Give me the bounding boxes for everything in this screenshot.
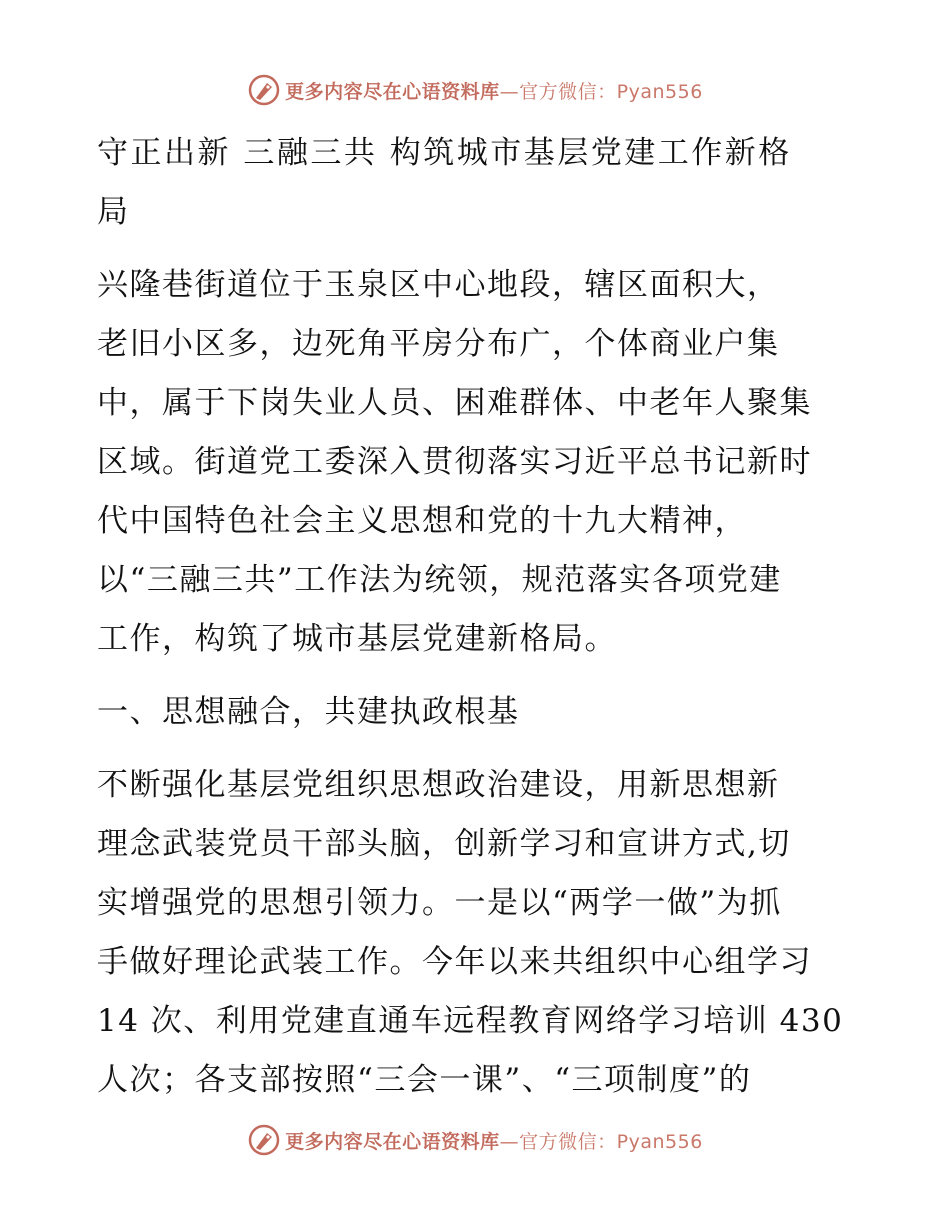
paragraph-line: 人次；各支部按照“三会一课”、“三项制度”的 xyxy=(97,1062,752,1098)
document-body xyxy=(97,124,853,1110)
title-line: 局 xyxy=(97,194,131,230)
paragraph-line: 代中国特色社会主义思想和党的十九大精神， xyxy=(97,503,747,539)
intro-paragraph xyxy=(97,256,853,669)
paragraph-line: 以“三融三共”工作法为统领，规范落实各项党建 xyxy=(97,562,782,598)
footer-banner xyxy=(0,1122,950,1158)
paragraph-line: 手做好理论武装工作。今年以来共组织中心组学习 xyxy=(97,944,812,980)
paragraph-line: 老旧小区多，边死角平房分布广，个体商业户集 xyxy=(97,326,780,362)
header-banner xyxy=(0,72,950,108)
title-line: 守正出新 三融三共 构筑城市基层党建工作新格 xyxy=(97,135,792,171)
section-heading: 一、思想融合，共建执政根基 xyxy=(97,694,520,730)
banner-text xyxy=(285,1127,703,1154)
document-title xyxy=(97,124,853,242)
banner-text xyxy=(285,77,703,104)
pen-nib-logo-icon xyxy=(247,1123,281,1157)
paragraph-line: 兴隆巷街道位于玉泉区中心地段，辖区面积大， xyxy=(97,267,780,303)
paragraph-line: 理念武装党员干部头脑，创新学习和宣讲方式,切 xyxy=(97,826,791,862)
paragraph-line: 中，属于下岗失业人员、困难群体、中老年人聚集 xyxy=(97,385,812,421)
banner-contact: 官方微信：Pyan556 xyxy=(519,1130,703,1153)
paragraph-line: 区域。街道党工委深入贯彻落实习近平总书记新时 xyxy=(97,444,812,480)
paragraph-line: 不断强化基层党组织思想政治建设，用新思想新 xyxy=(97,767,780,803)
section-paragraph xyxy=(97,756,853,1110)
banner-separator: — xyxy=(499,1130,520,1153)
paragraph-line: 14 次、利用党建直通车远程教育网络学习培训 430 xyxy=(97,1003,844,1039)
banner-contact: 官方微信：Pyan556 xyxy=(519,80,703,103)
paragraph-line: 实增强党的思想引领力。一是以“两学一做”为抓 xyxy=(97,885,782,921)
banner-site-name: 更多内容尽在心语资料库 xyxy=(285,1130,500,1153)
banner-site-name: 更多内容尽在心语资料库 xyxy=(285,80,500,103)
banner-separator: — xyxy=(499,80,520,103)
pen-nib-logo-icon xyxy=(247,73,281,107)
paragraph-line: 工作，构筑了城市基层党建新格局。 xyxy=(97,621,617,657)
